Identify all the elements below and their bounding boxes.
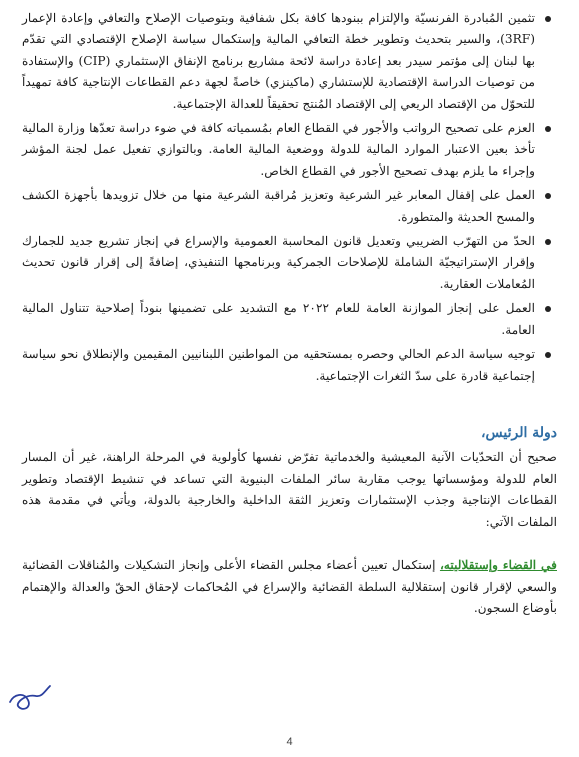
bullet-dot-icon [545, 193, 551, 199]
bullet-item: العمل على إقفال المعابر غير الشرعية وتعزيز مُراقبة الشرعية منها من خلال تزويدها بأجهزة الكشف والمسح الحديثة والمتطورة. [22, 185, 557, 228]
judiciary-text: إستكمال تعيين أعضاء مجلس القضاء الأعلى وإنجاز التشكيلات والمُناقلات القضائية والسعي لإقرار قانون إستقلالية السلطة القضائية والإسراع في المُحاكمات لإحقاق الحقّ والعدالة والإهتمام بأوضاع السجون. [22, 558, 557, 616]
paragraph-intro: صحيح أن التحدّيات الآنية المعيشية والخدماتية تفرّض نفسها كأولوية في المرحلة الراهنة، غير أن المسار العام للدولة ومؤسساتها يوجب مقاربة سائر الملفات البنيوية التي تساعد في تنشيط الإقتصاد وتطوير القطاعات الإنتاجية وجذب الإستثمارات وتعزيز الثقة الداخلية والخارجية بالدولة، ويأتي في مقدمة هذه الملفات الآتي: [22, 449, 557, 529]
page-content [22, 8, 557, 620]
bullet-dot-icon [545, 126, 551, 132]
bullet-item: الحدّ من التهرّب الضريبي وتعديل قانون المحاسبة العمومية والإسراع في إنجاز تشريع جديد للجمارك وإقرار الإستراتيجيّة الشاملة للإصلاحات الجمركية وبرنامجها التنفيذي، إضافةً إلى إقرار قانون تحديث المُعاملات العقارية. [22, 231, 557, 295]
bullet-dot-icon [545, 239, 551, 245]
bullet-dot-icon [545, 16, 551, 22]
section-heading: دولة الرئيس، [480, 424, 557, 441]
bullet-dot-icon [545, 306, 551, 312]
page-number: 4 [286, 736, 293, 748]
bullet-item: العزم على تصحيح الرواتب والأجور في القطاع العام بمُسمياته كافة في ضوء دراسة تعدّها وزارة المالية تأخذ بعين الاعتبار الموارد المالية للدولة ووضعية المالية العامة. وبالتوازي تفعيل عمل لجنة المؤشر وإجراء ما يلزم بهدف تصحيح الأجور في القطاع الخاص. [22, 118, 557, 182]
bullet-item: العمل على إنجاز الموازنة العامة للعام ٢٠٢٢ مع التشديد على تضمينها بنوداً إصلاحية تتناول المالية العامة. [22, 298, 557, 341]
bullet-list [22, 8, 557, 387]
bullet-item: توجيه سياسة الدعم الحالي وحصره بمستحقيه من المواطنين اللبنانيين المقيمين والإنطلاق نحو سياسة إجتماعية قادرة على سدّ الثغرات الإجتماعية. [22, 344, 557, 387]
judiciary-highlight: في القضاء وإستقلاليته، [439, 558, 557, 573]
bullet-dot-icon [545, 352, 551, 358]
bullet-item: تثمين المُبادرة الفرنسيّة والإلتزام ببنودها كافة بكل شفافية وبتوصيات الإصلاح والتعافي وإعادة الإعمار (3RF)، والسير بتحديث وتطوير خطة التعافي المالية وإستكمال سياسة الإصلاح الإقتصادي التي تقدّم بها لبنان إلى مؤتمر سيدر بعد إعادة دراسة لائحة مشاريع برنامج الإنفاق الإستثماري (CIP) والإستفادة من توصيات الدراسة الإقتصادية للإستشاري (ماكينزي) خاصةً لجهة دعم القطاعات الإنتاجية كافة تمهيداً للتحوّل من الإقتصاد الريعي إلى الإقتصاد المُنتج تحقيقاً للعدالة الإجتماعية. [22, 8, 557, 115]
signature-icon [6, 680, 62, 720]
paragraph-judiciary [22, 555, 557, 620]
